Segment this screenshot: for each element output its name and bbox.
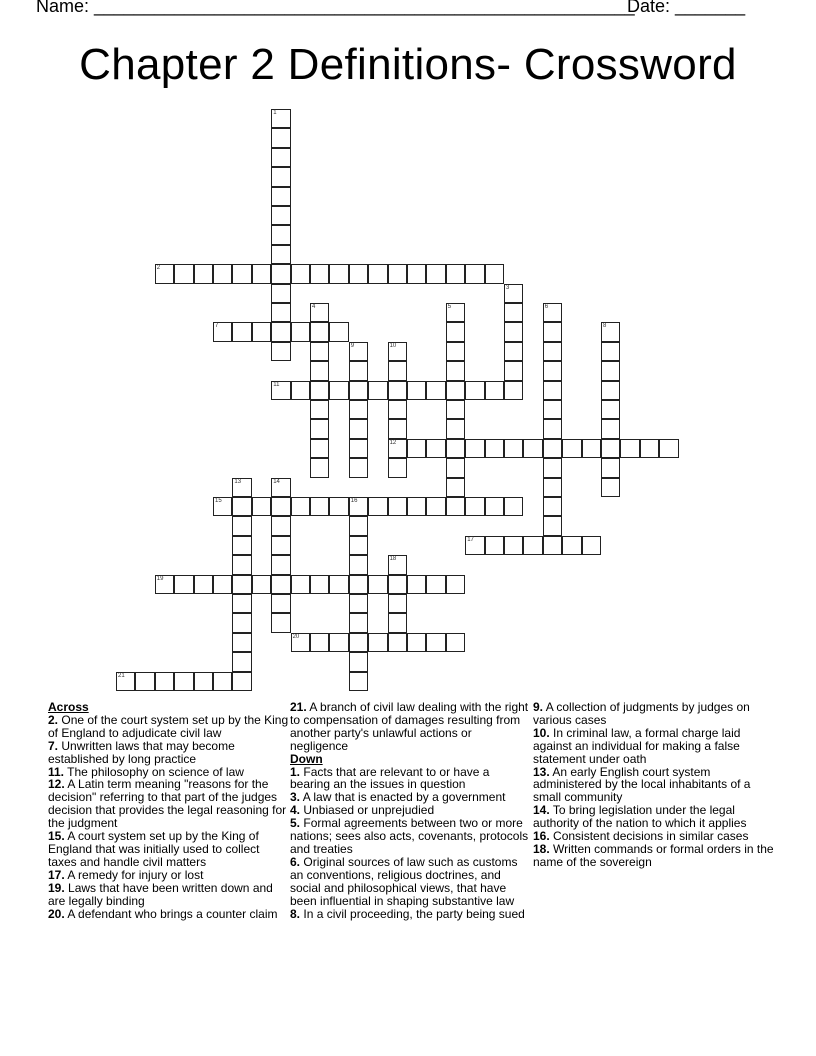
grid-cell[interactable] [349, 381, 368, 400]
grid-cell[interactable] [271, 322, 290, 341]
grid-cell[interactable] [407, 633, 426, 652]
grid-cell[interactable] [446, 342, 465, 361]
clue-number: 7 [215, 323, 219, 330]
grid-cell[interactable] [349, 419, 368, 438]
clue-number: 17. [48, 867, 65, 882]
grid-cell[interactable] [388, 613, 407, 632]
grid-cell[interactable] [407, 439, 426, 458]
clue-text: A defendant who brings a counter claim [67, 906, 278, 921]
grid-cell[interactable] [232, 497, 251, 516]
grid-cell[interactable] [504, 439, 523, 458]
grid-cell[interactable] [174, 672, 193, 691]
clue-number: 10. [533, 725, 550, 740]
clue-text: Written commands or formal orders in the name of the sovereign [533, 841, 774, 869]
grid-cell[interactable] [426, 633, 445, 652]
grid-cell[interactable] [310, 264, 329, 283]
grid-cell[interactable] [291, 633, 310, 652]
grid-cell[interactable] [310, 439, 329, 458]
grid-cell[interactable] [252, 575, 271, 594]
clue-text: An early English court system administered by the local inhabitants of a small community [533, 764, 751, 805]
clues-column-1 [48, 701, 290, 920]
grid-cell[interactable] [388, 633, 407, 652]
grid-cell[interactable] [232, 555, 251, 574]
clue-item [533, 727, 775, 766]
grid-cell[interactable] [232, 478, 251, 497]
clue-text: In criminal law, a formal charge laid against an individual for making a false statement under oath [533, 725, 741, 766]
grid-cell[interactable] [543, 516, 562, 535]
grid-cell[interactable] [310, 419, 329, 438]
grid-cell[interactable] [523, 536, 542, 555]
clue-number: 15. [48, 829, 65, 844]
grid-cell[interactable] [543, 361, 562, 380]
grid-cell[interactable] [213, 575, 232, 594]
clue-text: A branch of civil law dealing with the right to compensation of damages resulting from another party's unlawful actions or negligence [290, 700, 529, 753]
grid-cell[interactable] [582, 536, 601, 555]
grid-cell[interactable] [388, 458, 407, 477]
clue-text: A Latin term meaning "reasons for the decision" referring to that part of the judges decision that provides the legal reasoning for the judgment [48, 777, 287, 831]
grid-cell[interactable] [446, 303, 465, 322]
grid-cell[interactable] [271, 478, 290, 497]
grid-cell[interactable] [562, 536, 581, 555]
clue-number: 13. [533, 764, 550, 779]
grid-cell[interactable] [213, 264, 232, 283]
across-heading: Across [48, 700, 89, 714]
clue-text: One of the court system set up by the King of England to adjudicate civil law [48, 712, 289, 740]
grid-cell[interactable] [582, 439, 601, 458]
grid-cell[interactable] [465, 381, 484, 400]
grid-cell[interactable] [504, 381, 523, 400]
clue-number: 4. [290, 803, 301, 818]
grid-cell[interactable] [310, 322, 329, 341]
grid-cell[interactable] [388, 264, 407, 283]
grid-cell[interactable] [291, 264, 310, 283]
grid-cell[interactable] [601, 361, 620, 380]
clue-text: A law that is enacted by a government [302, 790, 506, 805]
clue-text: In a civil proceeding, the party being sued [303, 906, 525, 921]
clue-item [290, 766, 532, 792]
clue-number: 12 [389, 439, 397, 446]
clue-item [533, 843, 775, 869]
grid-cell[interactable] [485, 536, 504, 555]
grid-cell[interactable] [232, 264, 251, 283]
clue-text: Laws that have been written down and are legally binding [48, 880, 273, 908]
grid-cell[interactable] [368, 381, 387, 400]
clue-number: 6. [290, 854, 301, 869]
clue-item [290, 701, 532, 753]
grid-cell[interactable] [504, 342, 523, 361]
grid-cell[interactable] [543, 439, 562, 458]
grid-cell[interactable] [349, 594, 368, 613]
grid-cell[interactable] [271, 128, 290, 147]
clue-number: 4 [312, 304, 316, 310]
clue-number: 14 [273, 478, 280, 485]
page-title: Chapter 2 Definitions- Crossword [79, 40, 737, 89]
grid-cell[interactable] [232, 672, 251, 691]
grid-cell[interactable] [368, 575, 387, 594]
grid-cell[interactable] [543, 478, 562, 497]
clue-text: Consistent decisions in similar cases [553, 829, 749, 844]
grid-cell[interactable] [349, 458, 368, 477]
clue-item [290, 856, 532, 908]
grid-cell[interactable] [446, 361, 465, 380]
clue-item [48, 882, 290, 908]
clue-text: Original sources of law such as customs an conventions, religious doctrines, and social and philosophical views, that have been influential in shaping substantive law [290, 854, 518, 908]
clue-text: A collection of judgments by judges on various cases [533, 700, 750, 727]
grid-cell[interactable] [543, 419, 562, 438]
clue-text: Facts that are relevant to or have a bearing an the issues in question [290, 764, 490, 792]
clue-text: Unwritten laws that may become established by long practice [48, 738, 235, 766]
grid-cell[interactable] [504, 536, 523, 555]
grid-cell[interactable] [543, 303, 562, 322]
clue-number: 3. [290, 790, 301, 805]
clue-number: 13 [234, 478, 242, 485]
grid-cell[interactable] [485, 264, 504, 283]
clue-item [533, 701, 775, 727]
grid-cell[interactable] [271, 594, 290, 613]
grid-cell[interactable] [329, 633, 348, 652]
grid-cell[interactable] [310, 361, 329, 380]
grid-cell[interactable] [155, 575, 174, 594]
grid-cell[interactable] [329, 322, 348, 341]
clue-item [48, 908, 290, 921]
grid-cell[interactable] [232, 516, 251, 535]
grid-cell[interactable] [446, 400, 465, 419]
grid-cell[interactable] [271, 284, 290, 303]
down-heading: Down [290, 751, 323, 766]
grid-cell[interactable] [232, 575, 251, 594]
clue-number: 2 [156, 265, 161, 272]
clue-number: 11. [48, 764, 65, 779]
grid-cell[interactable] [329, 381, 348, 400]
grid-cell[interactable] [446, 575, 465, 594]
grid-cell[interactable] [232, 613, 251, 632]
clue-item [290, 908, 532, 921]
grid-cell[interactable] [465, 497, 484, 516]
grid-cell[interactable] [388, 439, 407, 458]
grid-cell[interactable] [368, 633, 387, 652]
clues-column-2 [290, 701, 532, 920]
clue-item [533, 766, 775, 805]
grid-cell[interactable] [426, 497, 445, 516]
grid-cell[interactable] [349, 264, 368, 283]
grid-cell[interactable] [485, 497, 504, 516]
date-field[interactable]: Date: _______ [627, 0, 746, 16]
grid-cell[interactable] [291, 497, 310, 516]
clue-number: 15 [215, 498, 222, 504]
grid-cell[interactable] [271, 381, 290, 400]
grid-cell[interactable] [388, 594, 407, 613]
grid-cell[interactable] [349, 652, 368, 671]
grid-cell[interactable] [213, 497, 232, 516]
clue-number: 5. [290, 816, 301, 831]
grid-cell[interactable] [465, 439, 484, 458]
grid-cell[interactable] [446, 439, 465, 458]
grid-cell[interactable] [194, 264, 213, 283]
grid-cell[interactable] [310, 400, 329, 419]
grid-cell[interactable] [271, 536, 290, 555]
grid-cell[interactable] [252, 322, 271, 341]
grid-cell[interactable] [329, 497, 348, 516]
grid-cell[interactable] [446, 458, 465, 477]
clue-number: 17 [467, 536, 474, 543]
grid-cell[interactable] [368, 264, 387, 283]
grid-cell[interactable] [329, 264, 348, 283]
clue-item [48, 778, 290, 830]
clue-number: 20 [292, 633, 300, 640]
grid-cell[interactable] [310, 575, 329, 594]
grid-cell[interactable] [349, 342, 368, 361]
clue-text: Unbiased or unprejudied [303, 803, 435, 818]
clue-number: 19 [156, 575, 164, 582]
grid-cell[interactable] [174, 575, 193, 594]
grid-cell[interactable] [213, 322, 232, 341]
grid-cell[interactable] [640, 439, 659, 458]
grid-cell[interactable] [174, 264, 193, 283]
grid-cell[interactable] [310, 303, 329, 322]
clue-number: 1. [290, 764, 301, 779]
clue-number: 19. [48, 880, 65, 895]
grid-cell[interactable] [135, 672, 154, 691]
grid-cell[interactable] [407, 497, 426, 516]
grid-cell[interactable] [543, 381, 562, 400]
clue-number: 7. [48, 738, 59, 753]
grid-cell[interactable] [194, 575, 213, 594]
grid-cell[interactable] [601, 322, 620, 341]
clue-number: 20. [48, 906, 65, 921]
clue-number: 6 [544, 304, 549, 310]
clue-text: A court system set up by the King of England that was initially used to collect taxes and handle civil matters [48, 829, 260, 869]
clue-number: 1 [273, 110, 277, 116]
grid-cell[interactable] [388, 555, 407, 574]
clue-item [533, 804, 775, 830]
clue-item [48, 830, 290, 869]
grid-cell[interactable] [446, 633, 465, 652]
grid-cell[interactable] [349, 672, 368, 691]
grid-cell[interactable] [601, 419, 620, 438]
grid-cell[interactable] [426, 381, 445, 400]
grid-cell[interactable] [329, 575, 348, 594]
grid-cell[interactable] [349, 361, 368, 380]
grid-cell[interactable] [232, 322, 251, 341]
grid-cell[interactable] [465, 264, 484, 283]
grid-cell[interactable] [291, 322, 310, 341]
grid-cell[interactable] [407, 575, 426, 594]
grid-cell[interactable] [659, 439, 678, 458]
grid-cell[interactable] [543, 536, 562, 555]
grid-cell[interactable] [310, 381, 329, 400]
grid-cell[interactable] [310, 342, 329, 361]
grid-cell[interactable] [446, 322, 465, 341]
grid-cell[interactable] [116, 672, 135, 691]
grid-cell[interactable] [232, 652, 251, 671]
clue-number: 10 [389, 342, 397, 349]
grid-cell[interactable] [155, 264, 174, 283]
grid-cell[interactable] [213, 672, 232, 691]
grid-cell[interactable] [446, 381, 465, 400]
grid-cell[interactable] [543, 342, 562, 361]
grid-cell[interactable] [291, 575, 310, 594]
clue-text: To bring legislation under the legal authority of the nation to which it applies [533, 803, 747, 831]
grid-cell[interactable] [349, 400, 368, 419]
grid-cell[interactable] [543, 400, 562, 419]
grid-cell[interactable] [485, 381, 504, 400]
grid-cell[interactable] [368, 497, 387, 516]
clue-number: 14. [533, 803, 550, 818]
grid-cell[interactable] [349, 555, 368, 574]
grid-cell[interactable] [271, 303, 290, 322]
grid-cell[interactable] [271, 167, 290, 186]
grid-cell[interactable] [446, 264, 465, 283]
clue-text: The philosophy on science of law [67, 764, 244, 779]
grid-cell[interactable] [271, 575, 290, 594]
clue-number: 11 [273, 381, 280, 388]
grid-cell[interactable] [523, 439, 542, 458]
grid-cell[interactable] [271, 342, 290, 361]
grid-cell[interactable] [543, 497, 562, 516]
grid-cell[interactable] [504, 361, 523, 380]
clue-number: 16 [350, 498, 358, 504]
grid-cell[interactable] [271, 555, 290, 574]
grid-cell[interactable] [504, 284, 523, 303]
grid-cell[interactable] [271, 187, 290, 206]
clue-text: A remedy for injury or lost [67, 867, 204, 882]
grid-cell[interactable] [271, 148, 290, 167]
grid-cell[interactable] [407, 381, 426, 400]
clue-number: 5 [447, 304, 452, 310]
grid-cell[interactable] [349, 536, 368, 555]
grid-cell[interactable] [194, 672, 213, 691]
grid-cell[interactable] [349, 497, 368, 516]
grid-cell[interactable] [446, 497, 465, 516]
grid-cell[interactable] [232, 536, 251, 555]
grid-cell[interactable] [426, 264, 445, 283]
clue-item [48, 740, 290, 766]
clue-item [290, 817, 532, 856]
clue-number: 16. [533, 829, 550, 844]
clue-number: 2. [48, 712, 59, 727]
grid-cell[interactable] [485, 439, 504, 458]
grid-cell[interactable] [271, 497, 290, 516]
clue-number: 21. [290, 700, 307, 714]
grid-cell[interactable] [601, 400, 620, 419]
clue-number: 8 [603, 323, 607, 330]
grid-cell[interactable] [601, 381, 620, 400]
grid-cell[interactable] [601, 439, 620, 458]
grid-cell[interactable] [155, 672, 174, 691]
grid-cell[interactable] [232, 594, 251, 613]
clue-item [48, 714, 290, 740]
grid-cell[interactable] [446, 419, 465, 438]
grid-cell[interactable] [252, 264, 271, 283]
grid-cell[interactable] [562, 439, 581, 458]
grid-cell[interactable] [349, 575, 368, 594]
grid-cell[interactable] [388, 361, 407, 380]
grid-cell[interactable] [232, 633, 251, 652]
grid-cell[interactable] [271, 225, 290, 244]
grid-cell[interactable] [271, 264, 290, 283]
grid-cell[interactable] [271, 206, 290, 225]
grid-cell[interactable] [388, 400, 407, 419]
grid-cell[interactable] [310, 458, 329, 477]
clue-number: 18. [533, 841, 550, 856]
clue-number: 12. [48, 777, 65, 792]
grid-cell[interactable] [388, 342, 407, 361]
grid-cell[interactable] [388, 497, 407, 516]
grid-cell[interactable] [271, 516, 290, 535]
grid-cell[interactable] [349, 633, 368, 652]
clue-number: 21 [118, 672, 125, 679]
grid-cell[interactable] [388, 381, 407, 400]
grid-cell[interactable] [465, 536, 484, 555]
grid-cell[interactable] [601, 478, 620, 497]
clue-number: 18 [389, 556, 397, 563]
grid-cell[interactable] [349, 439, 368, 458]
grid-cell[interactable] [310, 633, 329, 652]
grid-cell[interactable] [426, 575, 445, 594]
grid-cell[interactable] [271, 109, 290, 128]
grid-cell[interactable] [543, 458, 562, 477]
grid-cell[interactable] [407, 264, 426, 283]
grid-cell[interactable] [446, 478, 465, 497]
grid-cell[interactable] [349, 516, 368, 535]
grid-cell[interactable] [291, 381, 310, 400]
grid-cell[interactable] [426, 439, 445, 458]
clues-column-3 [533, 701, 775, 869]
grid-cell[interactable] [504, 497, 523, 516]
grid-cell[interactable] [504, 322, 523, 341]
grid-cell[interactable] [601, 458, 620, 477]
clue-number: 9. [533, 700, 544, 714]
grid-cell[interactable] [620, 439, 639, 458]
grid-cell[interactable] [388, 575, 407, 594]
grid-cell[interactable] [601, 342, 620, 361]
clue-number: 8. [290, 906, 301, 921]
grid-cell[interactable] [310, 497, 329, 516]
grid-cell[interactable] [504, 303, 523, 322]
clue-number: 3 [506, 284, 510, 291]
grid-cell[interactable] [388, 419, 407, 438]
grid-cell[interactable] [349, 613, 368, 632]
grid-cell[interactable] [252, 497, 271, 516]
grid-cell[interactable] [271, 245, 290, 264]
name-field[interactable]: Name: ______________________________________________________ [36, 0, 635, 16]
grid-cell[interactable] [271, 613, 290, 632]
clue-number: 9 [350, 342, 355, 349]
grid-cell[interactable] [543, 322, 562, 341]
clue-text: Formal agreements between two or more nations; sees also acts, covenants, protocols and treaties [290, 816, 529, 856]
